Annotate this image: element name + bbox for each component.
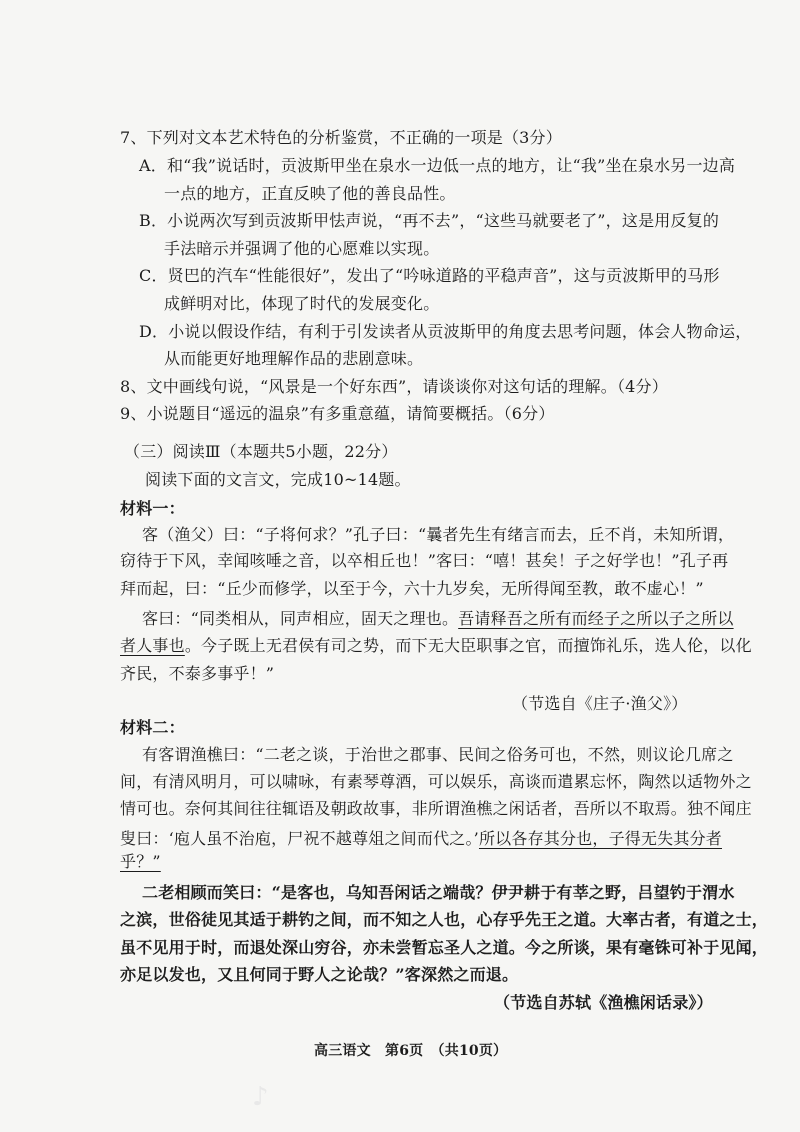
material1-label: 材料一：: [120, 499, 185, 518]
section3-title: （三）阅读Ⅲ（本题共5小题，22分）: [124, 442, 398, 461]
material2-underlined-sentence-part2: 乎？”: [120, 852, 161, 871]
material1-p2-line1: [142, 609, 734, 629]
q7-option-b-line2: 手法暗示并强调了他的心愿难以实现。: [164, 239, 440, 258]
q7-stem: 7、下列对文本艺术特色的分析鉴赏，不正确的一项是（3分）: [120, 128, 562, 147]
material2-p2-line4: 亦足以发也，又且何同于野人之论哉？”客深然之而退。: [120, 965, 519, 984]
material2-underlined-sentence-part1: 所以各存其分也，子得无失其分者: [478, 829, 722, 848]
material1-underlined-sentence-part1: 吾请释吾之所有而经子之所以子之所以: [458, 609, 734, 628]
material2-source: （节选自苏轼《渔樵闲话录》）: [494, 993, 713, 1012]
material2-p2-line2: 之滨，世俗徒见其适于耕钓之间，而不知之人也，心存乎先王之道。大率古者，有道之士，: [120, 910, 769, 929]
page-footer: 高三语文 第6页 （共10页）: [314, 1043, 508, 1059]
material2-label: 材料二：: [120, 718, 185, 737]
material1-source: （节选自《庄子·渔父》）: [512, 694, 688, 713]
material2-p1-line4-text: 叟曰：‘庖人虽不治庖，尸祝不越尊俎之间而代之。’: [120, 829, 479, 848]
q7-option-c-line2: 成鲜明对比，体现了时代的发展变化。: [164, 294, 440, 313]
q7-option-d-line2: 从而能更好地理解作品的悲剧意味。: [164, 349, 424, 368]
q9: 9、小说题目“遥远的温泉”有多重意蕴，请简要概括。（6分）: [120, 404, 555, 423]
q7-option-a-line1: A．和“我”说话时，贡波斯甲坐在泉水一边低一点的地方，让“我”坐在泉水另一边高: [139, 156, 736, 175]
q8: 8、文中画线句说，“风景是一个好东西”，请谈谈你对这句话的理解。（4分）: [120, 377, 668, 396]
q7-option-d-line1: D．小说以假设作结，有利于引发读者从贡波斯甲的角度去思考问题，体会人物命运，: [139, 322, 752, 341]
material2-p2-line1: 二老相顾而笑曰：“是客也，乌知吾闲话之端哉？伊尹耕于有莘之野，吕望钓于渭水: [142, 883, 735, 902]
material1-p2-line2: [120, 636, 752, 656]
material1-p1-line2: 窃待于下风，幸闻咳唾之音，以卒相丘也！”客曰：“嘻！甚矣！子之好学也！”孔子再: [120, 551, 729, 570]
material2-p1-line2: 间，有清风明月，可以啸咏，有素琴尊酒，可以娱乐，高谈而遣累忘怀，陶然以适物外之: [120, 772, 752, 791]
material1-p2-line3: 齐民，不泰多事乎！”: [120, 664, 275, 683]
material1-p1-line1: 客（渔父）曰：“子将何求？”孔子曰：“曩者先生有绪言而去，丘不肖，未知所谓，: [142, 525, 735, 544]
scan-watermark-icon: ♪: [252, 1082, 269, 1112]
material2-p1-line1: 有客谓渔樵曰：“二老之谈，于治世之郡事、民间之俗务可也，不然，则议论几席之: [142, 745, 734, 764]
material2-p1-line4: [120, 829, 722, 849]
section3-instruction: 阅读下面的文言文，完成10~14题。: [145, 470, 411, 489]
material1-underlined-sentence-part2: 者人事也: [120, 636, 185, 655]
material1-p2-line1-text: 客曰：“同类相从，同声相应，固天之理也。: [142, 609, 459, 628]
material1-p1-line3: 拜而起，曰：“丘少而修学，以至于今，六十九岁矣，无所得闻至教，敢不虚心！”: [120, 579, 704, 598]
q7-option-a-line2: 一点的地方，正直反映了他的善良品性。: [164, 184, 456, 203]
material2-p1-line5: [120, 852, 161, 872]
material2-p1-line3: 情可也。奈何其间往往辄语及朝政故事，非所谓渔樵之闲话者，吾所以不取焉。独不闻庄: [120, 799, 752, 818]
material1-p2-line2-text: 。今子既上无君侯有司之势，而下无大臣职事之官，而擅饰礼乐，选人伦，以化: [184, 636, 752, 655]
q7-option-b-line1: B．小说两次写到贡波斯甲怯声说，“再不去”，“这些马就要老了”，这是用反复的: [139, 211, 720, 230]
q7-option-c-line1: C．贤巴的汽车“性能很好”，发出了“吟咏道路的平稳声音”，这与贡波斯甲的马形: [139, 266, 720, 285]
material2-p2-line3: 虽不见用于时，而退处深山穷谷，亦未尝暂忘圣人之道。今之所谈，果有毫铢可补于见闻，: [120, 938, 769, 957]
